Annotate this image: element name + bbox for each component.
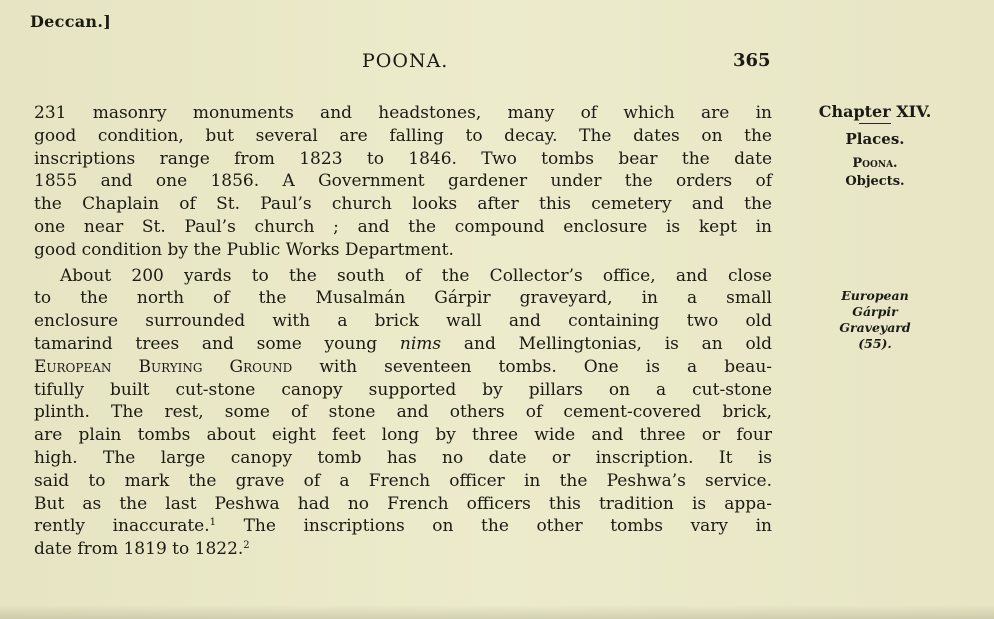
body-text — [34, 102, 772, 561]
text-segment: tamarind trees and some young — [34, 333, 378, 354]
text-line: But as the last Peshwa had no French officers this tradition is appa- — [34, 493, 772, 514]
text-segment: The inscriptions on the other tombs vary in — [216, 516, 772, 537]
text-segment: date from 1819 to 1822. — [34, 539, 244, 560]
paragraph-2 — [34, 265, 772, 561]
running-head: Deccan.] — [30, 12, 112, 31]
italic-term: nims — [399, 333, 442, 354]
paragraph-1 — [34, 102, 772, 262]
page-edge-shadow — [0, 605, 994, 619]
text-line: About 200 yards to the south of the Collector’s office, and close — [60, 265, 772, 286]
footnote-ref[interactable]: 2 — [243, 540, 250, 552]
text-segment: rently inaccurate. — [34, 516, 210, 537]
margin-poona: Poona. — [852, 156, 898, 171]
text-line: are plain tombs about eight feet long by three wide and three or four — [34, 425, 772, 446]
text-line: inscriptions range from 1823 to 1846. Two tombs bear the date — [34, 148, 772, 169]
margin-line: Graveyard — [839, 320, 911, 335]
margin-rule — [859, 123, 891, 124]
margin-line: (55). — [858, 336, 892, 351]
text-line — [34, 333, 772, 356]
text-line — [34, 538, 772, 561]
margin-places: Places. — [845, 130, 905, 148]
margin-european-graveyard — [790, 288, 960, 352]
text-line: plinth. The rest, some of stone and others of cement-covered brick, — [34, 402, 772, 423]
text-segment: and Mellingtonias, is an old — [463, 333, 773, 354]
text-line: 231 masonry monuments and headstones, many of which are in — [34, 103, 772, 123]
text-line — [34, 356, 772, 379]
text-segment: with seventeen tombs. One is a beau- — [319, 356, 773, 377]
text-line: enclosure surrounded with a brick wall and containing two old — [34, 311, 772, 332]
text-line: good condition by the Public Works Department. — [34, 239, 454, 260]
text-line: said to mark the grave of a French officer in the Peshwa’s service. — [34, 470, 772, 491]
text-line: high. The large canopy tomb has no date or inscription. It is — [34, 447, 772, 468]
page-title: POONA. — [362, 50, 449, 72]
text-line: tifully built cut-stone canopy supported by pillars on a cut-stone — [34, 379, 772, 400]
text-line: to the north of the Musalmán Gárpir graveyard, in a small — [34, 288, 772, 309]
text-line — [34, 515, 772, 538]
footnote-ref[interactable]: 1 — [209, 517, 217, 529]
text-line: one near St. Paul’s church ; and the compound enclosure is kept in — [34, 216, 772, 237]
margin-chapter: Chapter XIV. — [818, 102, 932, 121]
margin-notes — [790, 102, 960, 351]
text-line: the Chaplain of St. Paul’s church looks after this cemetery and the — [34, 194, 772, 215]
margin-line: Gárpir — [852, 304, 898, 319]
margin-line: European — [841, 288, 909, 303]
text-line: good condition, but several are falling to decay. The dates on the — [34, 125, 772, 146]
small-caps-term: European Burying Ground — [34, 356, 293, 377]
margin-objects: Objects. — [845, 174, 905, 189]
page-number: 365 — [733, 50, 771, 71]
text-line: 1855 and one 1856. A Government gardener under the orders of — [34, 171, 772, 192]
